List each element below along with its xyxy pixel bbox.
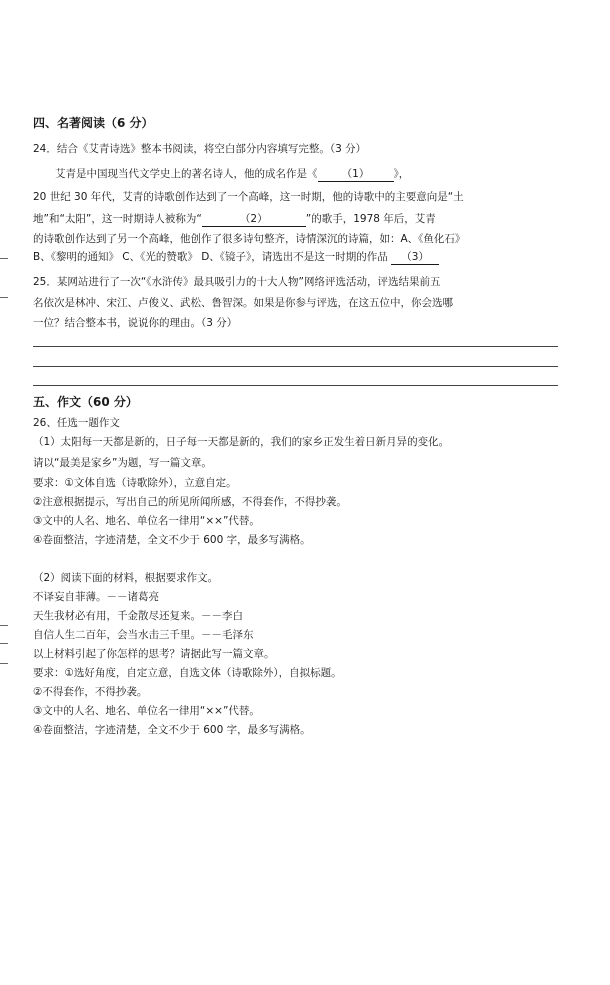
option-1-req-1: 要求：①文体自选（诗歌除外），立意自定。	[33, 477, 237, 489]
q24-line-3	[33, 212, 436, 227]
margin-tick	[0, 297, 8, 298]
answer-line[interactable]	[33, 366, 558, 367]
q24-line-1-end: 》，	[393, 168, 410, 180]
q24-line-1	[55, 167, 409, 182]
option-1-line-1: （1）太阳每一天都是新的，日子每一天都是新的，我们的家乡正发生着日新月异的变化。	[33, 436, 450, 448]
q24-line-5-text: B、《黎明的通知》 C、《光的赞歌》 D、《镜子》，请选出不是这一时期的作品	[33, 251, 392, 263]
q24-prompt: 24．结合《艾青诗选》整本书阅读，将空白部分内容填写完整。（3 分）	[33, 143, 367, 155]
q25-line-2: 名依次是林冲、宋江、卢俊义、武松、鲁智深。如果是你参与评选，在这五位中，你会选哪	[33, 297, 453, 309]
answer-line[interactable]	[33, 346, 558, 347]
section-5-title: 五、作文（60 分）	[33, 395, 138, 409]
answer-line[interactable]	[33, 385, 558, 386]
q24-line-4: 的诗歌创作达到了另一个高峰，他创作了很多诗句整齐，诗情深沉的诗篇，如：A、《鱼化石》	[33, 233, 466, 245]
margin-tick	[0, 258, 8, 259]
option-1-req-2: ②注意根据提示，写出自己的所见所闻所感，不得套作，不得抄袭。	[33, 496, 347, 508]
blank-1: （1）	[318, 167, 394, 182]
blank-2: （2）	[202, 212, 306, 227]
q24-line-3-end: ”的歌手，1978 年后，艾青	[305, 213, 436, 225]
q24-line-5	[33, 250, 439, 265]
q24-line-1-text: 艾青是中国现当代文学史上的著名诗人，他的成名作是《	[55, 168, 318, 180]
option-2-req-4: ④卷面整洁，字迹清楚，全文不少于 600 字，最多写满格。	[33, 724, 311, 736]
q26-title: 26、任选一题作文	[33, 417, 120, 429]
q25-line-1: 25．某网站进行了一次“《水浒传》最具吸引力的十大人物”网络评选活动，评选结果前五	[33, 276, 441, 288]
option-2-quote-2: 天生我材必有用，千金散尽还复来。－－李白	[33, 610, 243, 622]
margin-tick	[0, 625, 8, 626]
option-2-line-5: 以上材料引起了你怎样的思考？请据此写一篇文章。	[33, 648, 275, 660]
option-1-line-2: 请以“最美是家乡”为题，写一篇文章。	[33, 457, 212, 469]
section-4-title: 四、名著阅读（6 分）	[33, 116, 154, 130]
q24-line-2: 20 世纪 30 年代，艾青的诗歌创作达到了一个高峰，这一时期，他的诗歌中的主要意向是“土	[33, 191, 464, 203]
option-2-quote-1: 不译妄自菲薄。－－诸葛亮	[33, 591, 159, 603]
q24-line-3-text: 地”和“太阳”，这一时期诗人被称为“	[33, 213, 202, 225]
option-2-req-3: ③文中的人名、地名、单位名一律用“××”代替。	[33, 705, 260, 717]
option-2-line-1: （2）阅读下面的材料，根据要求作文。	[33, 572, 219, 584]
q25-line-3: 一位？结合整本书，说说你的理由。（3 分）	[33, 317, 238, 329]
option-1-req-4: ④卷面整洁，字迹清楚，全文不少于 600 字，最多写满格。	[33, 534, 311, 546]
option-2-req-2: ②不得套作，不得抄袭。	[33, 686, 148, 698]
option-2-quote-3: 自信人生二百年，会当水击三千里。－－毛泽东	[33, 629, 254, 641]
margin-tick	[0, 643, 8, 644]
option-2-req-1: 要求：①选好角度，自定立意，自选文体（诗歌除外），自拟标题。	[33, 667, 342, 679]
margin-tick	[0, 663, 8, 664]
blank-3: （3）	[391, 250, 439, 265]
option-1-req-3: ③文中的人名、地名、单位名一律用“××”代替。	[33, 515, 260, 527]
